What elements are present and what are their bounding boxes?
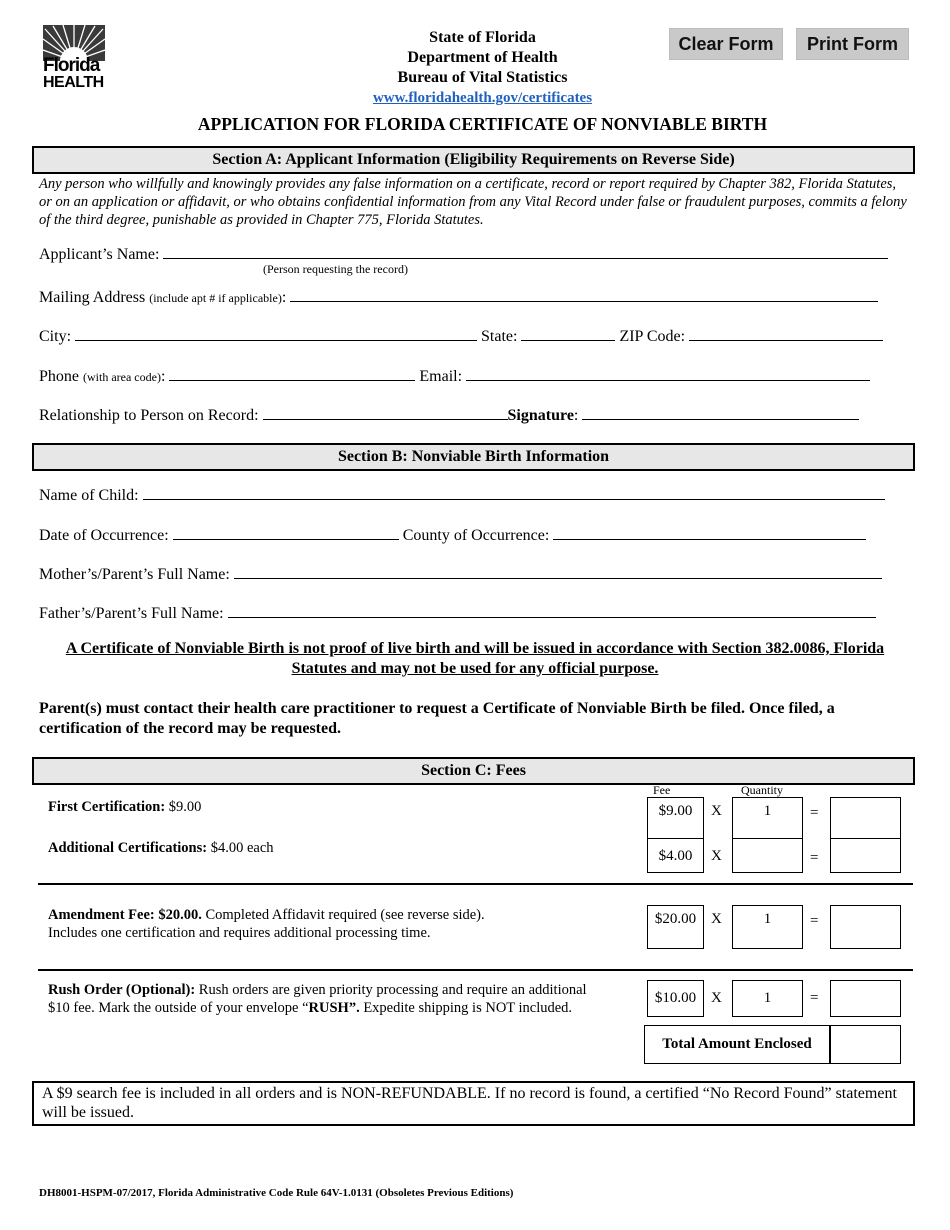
amendment-fee-box: $20.00 <box>647 905 704 949</box>
additional-quantity-input[interactable] <box>732 838 803 873</box>
rush-times-sign: X <box>711 990 722 1006</box>
mother-name-row <box>39 563 882 585</box>
header-department: Department of Health <box>407 49 558 66</box>
county-of-occurrence-label: County of Occurrence: <box>402 527 550 544</box>
additional-certifications-label: Additional Certifications: <box>48 840 208 856</box>
first-certification-label: First Certification: <box>48 799 166 815</box>
child-name-row <box>39 484 885 506</box>
form-title: APPLICATION FOR FLORIDA CERTIFICATE OF NONVIABLE BIRTH <box>197 114 768 134</box>
phone-label: Phone <box>39 368 79 385</box>
quantity-column-header: Quantity <box>741 783 783 797</box>
fee-column-header: Fee <box>653 783 671 797</box>
section-c-heading: Section C: Fees <box>32 757 915 785</box>
state-field[interactable] <box>521 325 615 341</box>
header-url-link[interactable]: www.floridahealth.gov/certificates <box>372 90 593 106</box>
phone-hint: (with area code) <box>83 370 161 384</box>
amendment-total-input[interactable] <box>830 905 901 949</box>
section-b-heading: Section B: Nonviable Birth Information <box>32 443 915 471</box>
father-name-field[interactable] <box>228 602 876 618</box>
email-label: Email: <box>419 368 463 385</box>
rush-total-input[interactable] <box>830 980 901 1017</box>
applicant-name-label: Applicant’s Name: <box>39 246 160 263</box>
search-fee-notice: A $9 search fee is included in all orders and is NON-REFUNDABLE. If no record is found, a certified “No Record Found” statement will be issued. <box>32 1081 915 1126</box>
rush-order-text <box>48 981 638 1017</box>
applicant-name-row <box>39 243 888 265</box>
amendment-quantity-input[interactable]: 1 <box>732 905 803 949</box>
total-amount-input[interactable] <box>830 1025 901 1064</box>
date-of-occurrence-label: Date of Occurrence: <box>39 527 169 544</box>
mailing-address-label: Mailing Address <box>39 289 146 306</box>
signature-field[interactable] <box>582 404 859 420</box>
date-of-occurrence-field[interactable] <box>173 524 399 540</box>
signature-label: Signature <box>507 407 574 424</box>
additional-certifications-amount: $4.00 each <box>210 840 274 856</box>
additional-times-sign: X <box>711 848 722 864</box>
logo-text-florida: Florida <box>43 55 100 76</box>
city-row <box>39 325 883 347</box>
county-of-occurrence-field[interactable] <box>553 524 866 540</box>
applicant-name-hint: (Person requesting the record) <box>263 262 408 276</box>
fees-divider-2 <box>38 969 913 971</box>
nonviable-notice: A Certificate of Nonviable Birth is not proof of live birth and will be issued in accordance with Section 382.0086, Florida Statutes and may not be used for any official purpose. <box>65 640 885 677</box>
mother-name-field[interactable] <box>234 563 882 579</box>
child-name-label: Name of Child: <box>39 487 139 504</box>
false-information-warning: Any person who willfully and knowingly provides any false information on a certificate, record or report required by Chapter 382, Florida Statutes, or on an application or affidavit, or who obtains confidential information from any Vital Record under false or fraudulent purposes, commits a felony of the third degree, punishable as provided in Chapter 775, Florida Statutes. <box>39 176 907 228</box>
first-certification-amount: $9.00 <box>168 799 202 815</box>
amendment-times-sign: X <box>711 911 722 927</box>
form-footer: DH8001-HSPM-07/2017, Florida Administrative Code Rule 64V-1.0131 (Obsoletes Previous Editions) <box>39 1187 514 1199</box>
mailing-address-hint: (include apt # if applicable) <box>149 291 282 305</box>
first-total-input[interactable] <box>830 797 901 839</box>
relationship-label: Relationship to Person on Record: <box>39 407 259 424</box>
father-name-row <box>39 602 876 624</box>
amendment-fee-text <box>48 906 485 942</box>
city-label: City: <box>39 328 72 345</box>
fees-divider-1 <box>38 883 913 885</box>
logo-text-health: HEALTH <box>43 74 104 91</box>
total-amount-label: Total Amount Enclosed <box>644 1025 830 1064</box>
father-name-label: Father’s/Parent’s Full Name: <box>39 605 224 622</box>
parent-instruction: Parent(s) must contact their health care practitioner to request a Certificate of Nonviable Birth be filed. Once filed, a certification of the record may be requested. <box>39 700 835 737</box>
rush-order-description: Rush orders are given priority processing and require an additional <box>198 982 587 998</box>
agency-header <box>330 28 635 108</box>
additional-certifications-text <box>48 839 274 857</box>
amendment-fee-label: Amendment Fee: $20.00. <box>48 907 202 923</box>
florida-health-logo <box>43 25 105 91</box>
child-name-field[interactable] <box>143 484 885 500</box>
header-bureau: Bureau of Vital Statistics <box>397 69 568 86</box>
relationship-field[interactable] <box>263 404 508 420</box>
rush-quote-close: ”. <box>348 1000 360 1016</box>
mother-name-label: Mother’s/Parent’s Full Name: <box>39 566 230 583</box>
amendment-fee-description: Completed Affidavit required (see reverse side). <box>205 907 485 923</box>
applicant-name-field[interactable] <box>163 243 888 259</box>
relationship-row: Relationship to Person on Record: Signature: <box>39 404 859 426</box>
state-label: State: <box>481 328 518 345</box>
first-fee-box: $9.00 <box>647 797 704 839</box>
rush-keyword: RUSH <box>308 1000 349 1016</box>
rush-equals-sign: = <box>810 990 819 1006</box>
additional-fee-box: $4.00 <box>647 838 704 873</box>
print-form-button[interactable]: Print Form <box>796 28 909 60</box>
rush-order-instruction: $10 fee. Mark the outside of your envelope “ <box>48 1000 309 1016</box>
rush-quantity-input[interactable]: 1 <box>732 980 803 1017</box>
clear-form-button[interactable]: Clear Form <box>669 28 783 60</box>
first-times-sign: X <box>711 803 722 819</box>
rush-order-label: Rush Order (Optional): <box>48 982 196 998</box>
header-state: State of Florida <box>429 29 536 46</box>
additional-equals-sign: = <box>810 850 819 866</box>
rush-fee-box: $10.00 <box>647 980 704 1017</box>
section-a-heading: Section A: Applicant Information (Eligibility Requirements on Reverse Side) <box>32 146 915 174</box>
phone-field[interactable] <box>169 365 415 381</box>
mailing-address-field[interactable] <box>290 286 878 302</box>
first-quantity-input[interactable]: 1 <box>732 797 803 839</box>
email-field[interactable] <box>466 365 870 381</box>
zip-field[interactable] <box>689 325 883 341</box>
phone-row: Phone (with area code): Email: <box>39 365 870 387</box>
first-certification-text <box>48 798 201 816</box>
amendment-equals-sign: = <box>810 913 819 929</box>
amendment-fee-note: Includes one certification and requires additional processing time. <box>48 925 431 941</box>
zip-label: ZIP Code: <box>619 328 686 345</box>
first-equals-sign: = <box>810 805 819 821</box>
rush-shipping-note: Expedite shipping is NOT included. <box>363 1000 573 1016</box>
mailing-address-row: Mailing Address (include apt # if applicable): <box>39 286 878 308</box>
additional-total-input[interactable] <box>830 838 901 873</box>
city-field[interactable] <box>75 325 477 341</box>
occurrence-row <box>39 524 866 546</box>
